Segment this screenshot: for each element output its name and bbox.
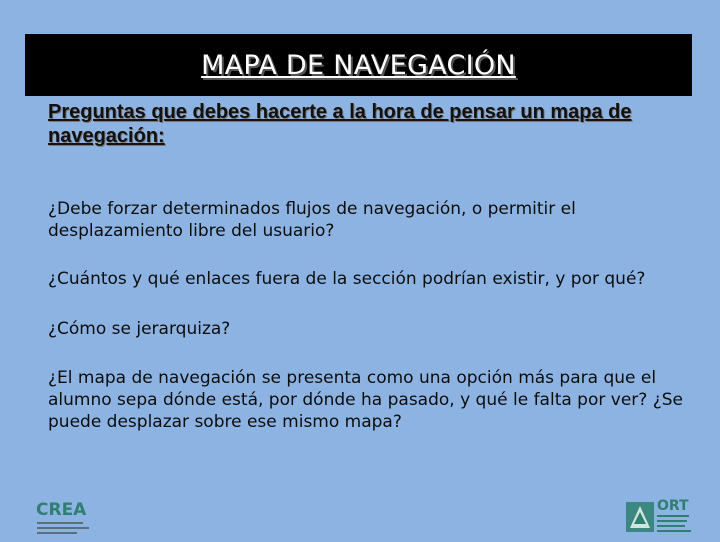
title-bar	[25, 34, 692, 96]
crea-logo-text: CREA	[36, 500, 87, 520]
crea-logo	[34, 497, 104, 535]
ort-logo	[624, 494, 694, 538]
question-item: ¿Cómo se jerarquiza?	[48, 319, 231, 339]
question-item: ¿El mapa de navegación se presenta como una opción más para que el alumno sepa dónde está, por dónde ha pasado, y qué le falta por ver? ¿Se puede desplazar sobre ese mismo mapa?	[48, 368, 683, 433]
section-subtitle: Preguntas que debes hacerte a la hora de pensar un mapa de navegación:	[48, 101, 632, 147]
question-item: ¿Debe forzar determinados flujos de navegación, o permitir el desplazamiento libre del usuario?	[48, 199, 576, 242]
ort-logo-text: ORT	[657, 498, 689, 514]
question-item: ¿Cuántos y qué enlaces fuera de la sección podrían existir, y por qué?	[48, 269, 646, 289]
page-title: MAPA DE NAVEGACIÓN	[201, 49, 516, 81]
